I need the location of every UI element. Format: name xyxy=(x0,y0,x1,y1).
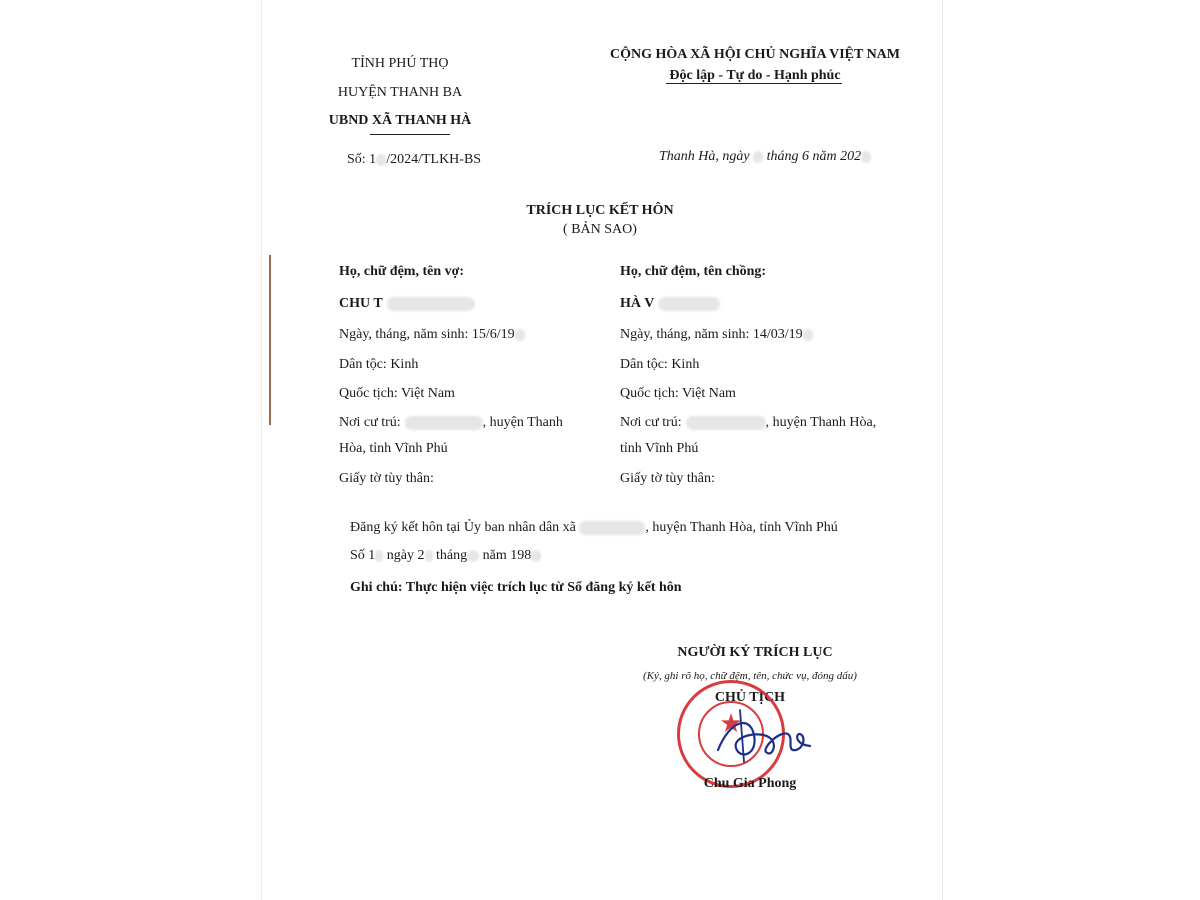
handwritten-signature-icon xyxy=(710,700,820,770)
motto-underline xyxy=(666,83,842,84)
husband-nationality: Quốc tịch: Việt Nam xyxy=(620,386,736,401)
header-commune: UBND XÃ THANH HÀ xyxy=(328,113,472,128)
signature-title: NGƯỜI KÝ TRÍCH LỤC xyxy=(677,645,833,660)
wife-heading: Họ, chữ đệm, tên vợ: xyxy=(339,264,465,279)
registration-note: Ghi chú: Thực hiện việc trích lục từ Sổ đăng ký kết hôn xyxy=(350,580,682,595)
wife-nationality: Quốc tịch: Việt Nam xyxy=(339,386,455,401)
husband-ethnicity: Dân tộc: Kinh xyxy=(620,357,700,372)
husband-name: HÀ V xyxy=(620,296,720,312)
husband-dob: Ngày, tháng, năm sinh: 14/03/19 xyxy=(620,327,813,343)
header-motto: Độc lập - Tự do - Hạnh phúc xyxy=(669,68,841,83)
husband-id-docs: Giấy tờ tùy thân: xyxy=(620,471,715,486)
document-number: Số: 1 /2024/TLKH-BS xyxy=(347,152,482,167)
header-nation: CỘNG HÒA XÃ HỘI CHỦ NGHĨA VIỆT NAM xyxy=(609,47,900,62)
husband-heading: Họ, chữ đệm, tên chồng: xyxy=(620,264,767,279)
signer-position: CHỦ TỊCH xyxy=(714,690,786,705)
commune-underline xyxy=(370,134,450,135)
signer-name: Chu Gia Phong xyxy=(703,776,797,791)
wife-residence-line1: Nơi cư trú: , huyện Thanh xyxy=(339,415,563,430)
registration-book: Số 1 ngày 2 tháng năm 198 xyxy=(350,548,541,564)
official-seal-icon: ★ xyxy=(677,680,785,788)
scan-edge-mark xyxy=(269,255,271,425)
registration-place: Đăng ký kết hôn tại Ủy ban nhân dân xã , huyện Thanh Hòa, tỉnh Vĩnh Phú xyxy=(350,520,838,535)
husband-residence-line2: tỉnh Vĩnh Phú xyxy=(620,441,699,456)
document-date: Thanh Hà, ngày tháng 6 năm 202 xyxy=(659,149,871,165)
wife-residence-line2: Hòa, tỉnh Vĩnh Phú xyxy=(339,441,448,456)
header-district: HUYỆN THANH BA xyxy=(337,85,463,100)
document-subtitle: ( BẢN SAO) xyxy=(563,222,637,237)
husband-residence-line1: Nơi cư trú: , huyện Thanh Hòa, xyxy=(620,415,877,430)
wife-dob: Ngày, tháng, năm sinh: 15/6/19 xyxy=(339,327,525,343)
signature-instruction: (Ký, ghi rõ họ, chữ đệm, tên, chức vụ, đóng dấu) xyxy=(643,670,857,682)
wife-id-docs: Giấy tờ tùy thân: xyxy=(339,471,434,486)
wife-name: CHU T xyxy=(339,296,475,312)
header-province: TỈNH PHÚ THỌ xyxy=(351,56,449,71)
document-title: TRÍCH LỤC KẾT HÔN xyxy=(526,203,674,218)
wife-ethnicity: Dân tộc: Kinh xyxy=(339,357,419,372)
